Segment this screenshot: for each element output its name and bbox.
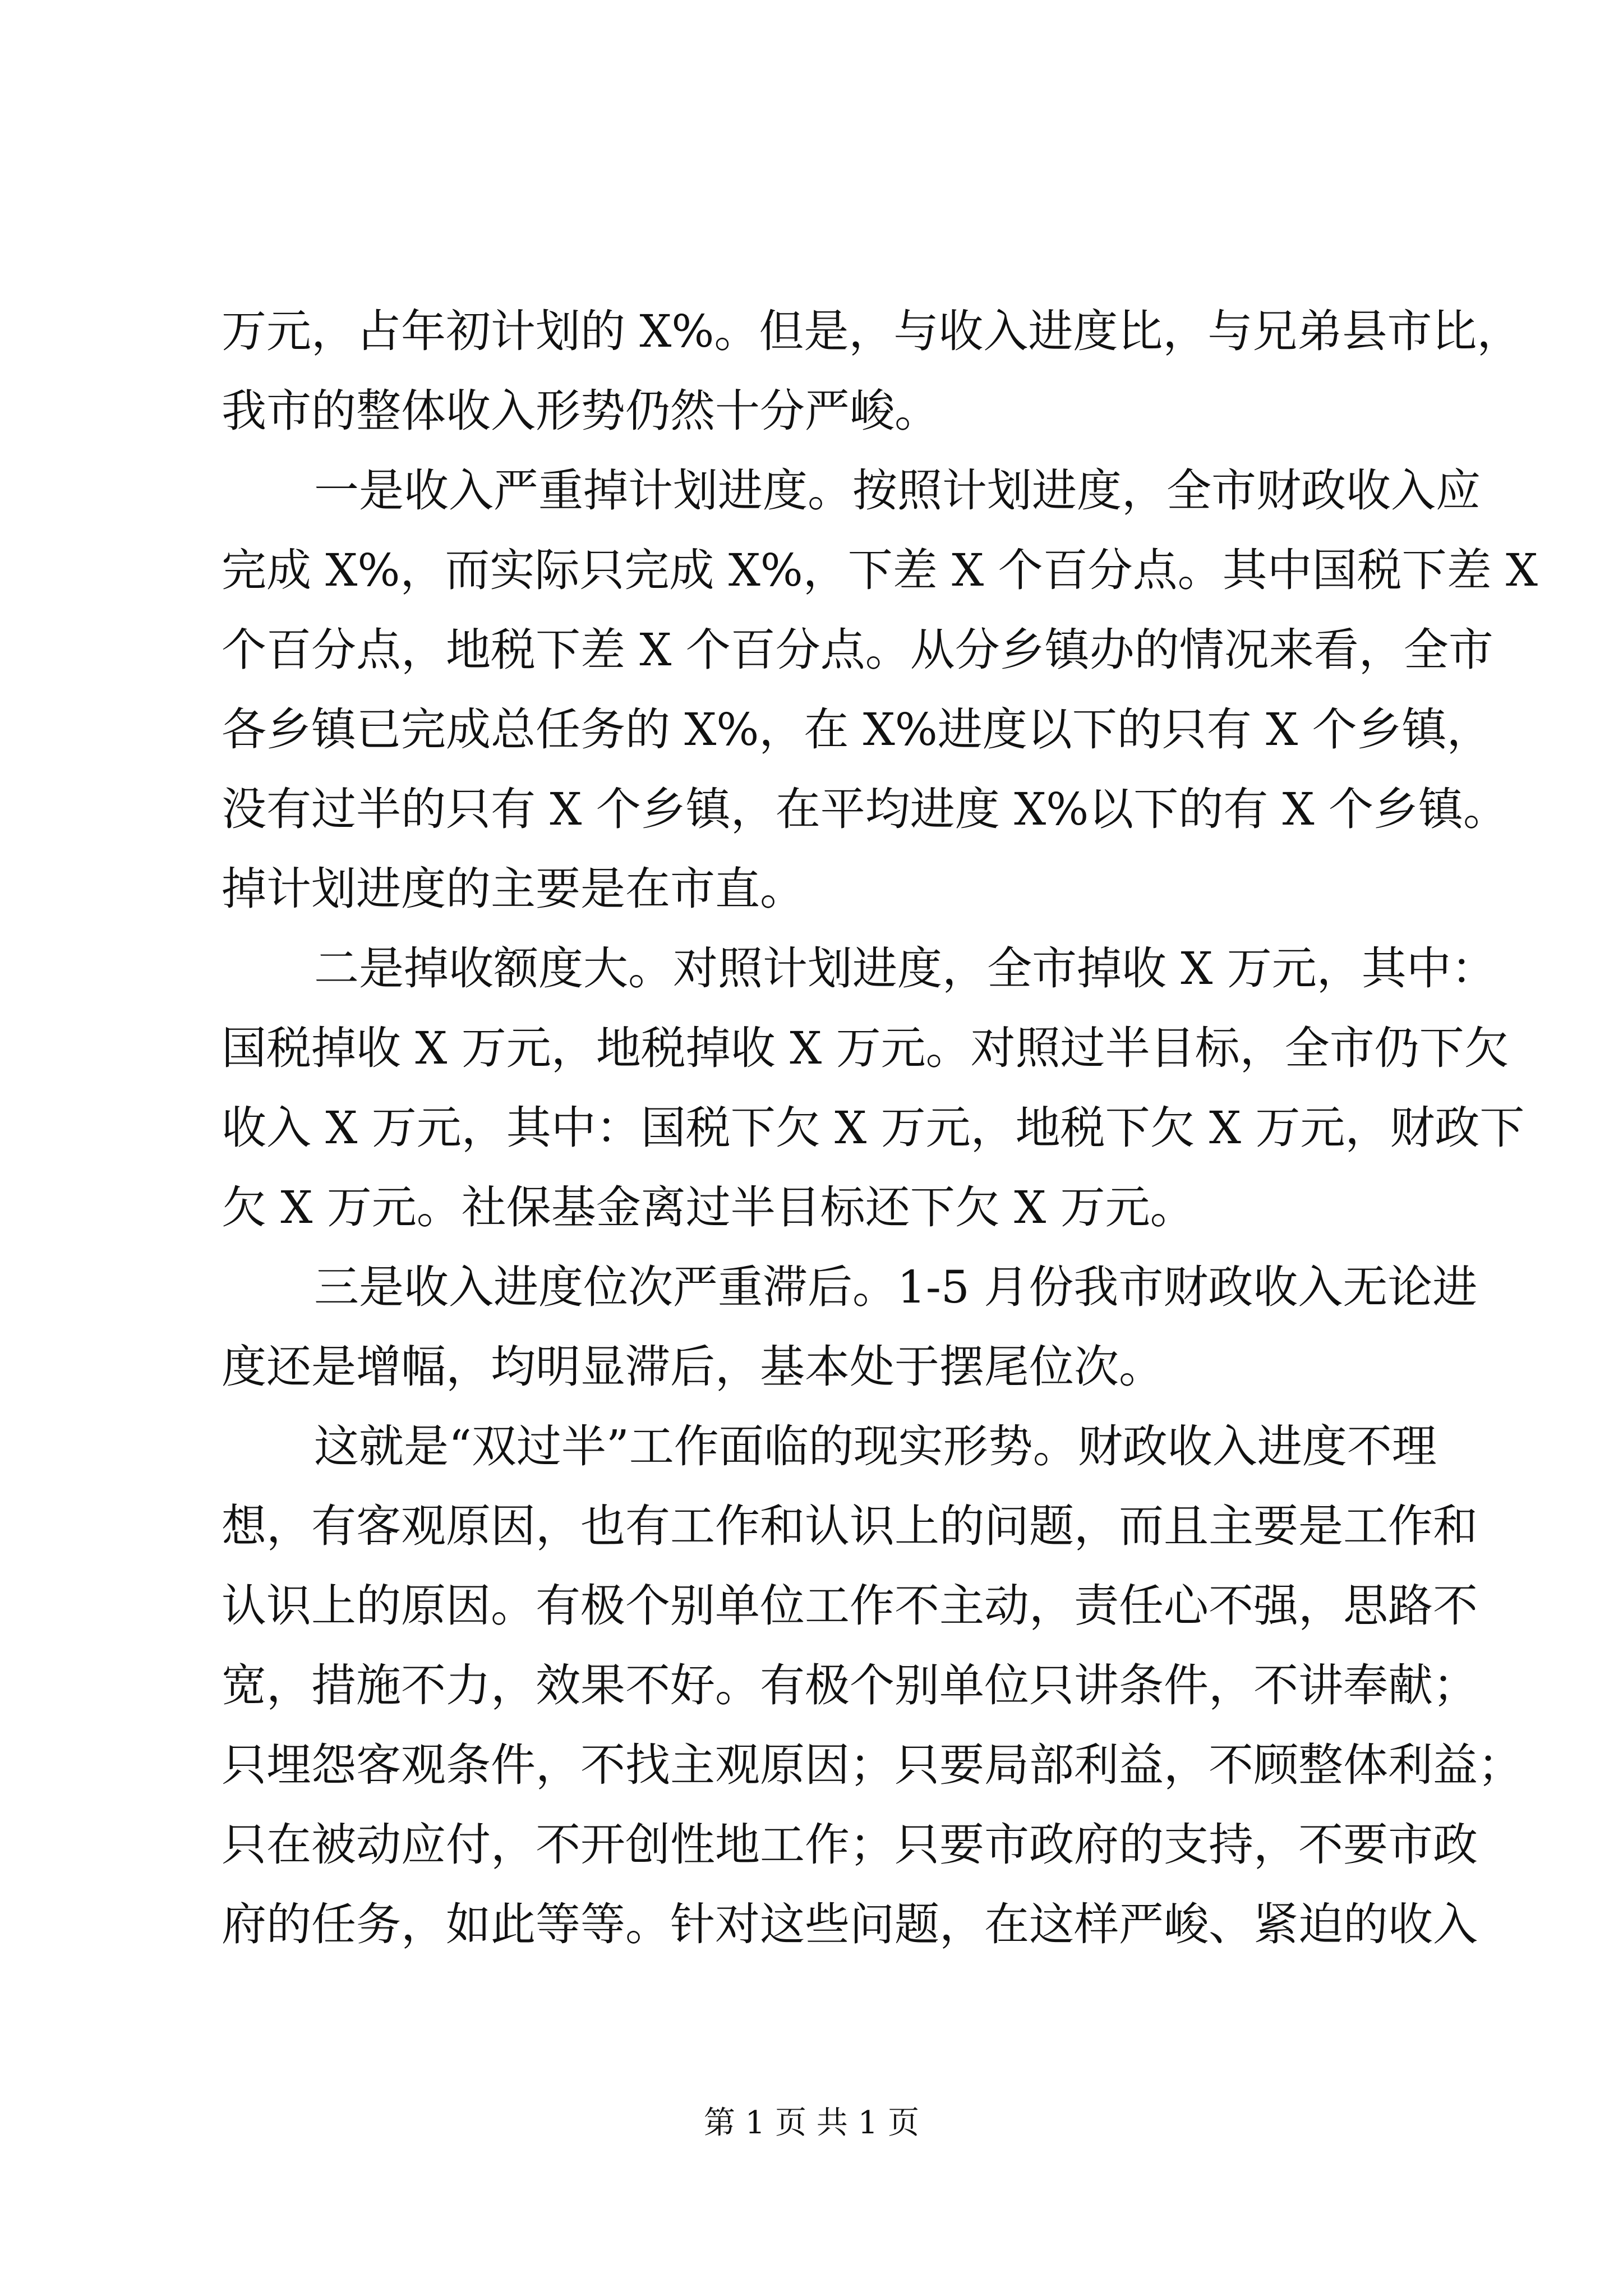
text-line: 收入 X 万元，其中：国税下欠 X 万元，地税下欠 X 万元，财政下 <box>222 1102 1525 1154</box>
text-line: 国税掉收 X 万元，地税掉收 X 万元。对照过半目标，全市仍下欠 <box>222 1022 1509 1074</box>
text-line: 没有过半的只有 X 个乡镇，在平均进度 X%以下的有 X 个乡镇。 <box>222 783 1509 835</box>
page-footer <box>0 2104 1623 2143</box>
paragraph-first-line: 三是收入进度位次严重滞后。1-5 月份我市财政收入无论进 <box>314 1261 1478 1313</box>
text-line: 宽，措施不力，效果不好。有极个别单位只讲条件，不讲奉献； <box>222 1659 1478 1711</box>
page-number-label: 第 1 页 共 1 页 <box>703 2105 920 2141</box>
text-line: 府的任务，如此等等。针对这些问题，在这样严峻、紧迫的收入 <box>222 1898 1478 1950</box>
text-line: 想，有客观原因，也有工作和认识上的问题，而且主要是工作和 <box>222 1500 1478 1552</box>
text-line: 万元，占年初计划的 X%。但是，与收入进度比，与兄弟县市比， <box>222 305 1522 357</box>
text-line: 我市的整体收入形势仍然十分严峻。 <box>222 385 939 437</box>
paragraph-first-line: 二是掉收额度大。对照计划进度，全市掉收 X 万元，其中： <box>314 942 1496 995</box>
text-line: 只埋怨客观条件，不找主观原因；只要局部利益，不顾整体利益； <box>222 1739 1523 1791</box>
text-line: 完成 X%，而实际只完成 X%，下差 X 个百分点。其中国税下差 X <box>222 544 1538 596</box>
text-line: 欠 X 万元。社保基金离过半目标还下欠 X 万元。 <box>222 1181 1195 1234</box>
text-line: 度还是增幅，均明显滞后，基本处于摆尾位次。 <box>222 1341 1164 1393</box>
text-line: 个百分点，地税下差 X 个百分点。从分乡镇办的情况来看，全市 <box>222 624 1493 676</box>
text-line: 认识上的原因。有极个别单位工作不主动，责任心不强，思路不 <box>222 1580 1478 1632</box>
paragraph-first-line: 这就是“双过半”工作面临的现实形势。财政收入进度不理 <box>314 1420 1437 1473</box>
paragraph-first-line: 一是收入严重掉计划进度。按照计划进度，全市财政收入应 <box>314 464 1481 517</box>
text-line: 掉计划进度的主要是在市直。 <box>222 863 805 915</box>
text-line: 只在被动应付，不开创性地工作；只要市政府的支持，不要市政 <box>222 1819 1478 1871</box>
text-line: 各乡镇已完成总任务的 X%，在 X%进度以下的只有 X 个乡镇， <box>222 703 1492 756</box>
document-body <box>222 292 1538 1964</box>
